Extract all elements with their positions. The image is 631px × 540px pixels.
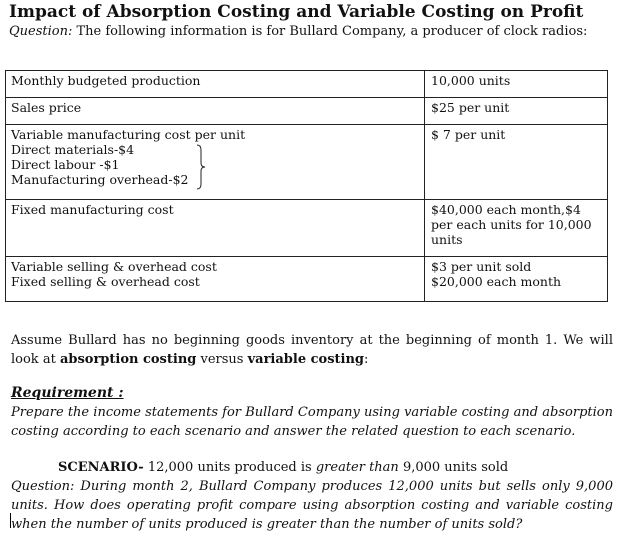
assume-bold: variable costing bbox=[247, 352, 365, 367]
cell-line: Variable manufacturing cost per unit bbox=[11, 127, 246, 142]
assumption-paragraph bbox=[11, 331, 613, 369]
row-label bbox=[6, 125, 425, 200]
question-text: The following information is for Bullard Company, a producer of clock radios: bbox=[72, 24, 588, 39]
row-value bbox=[425, 257, 608, 302]
scenario-question-label: Question: bbox=[11, 479, 75, 494]
cell-line: Manufacturing overhead-$2 bbox=[11, 172, 189, 187]
scenario-text: 12,000 units produced is bbox=[143, 460, 316, 475]
row-value bbox=[425, 200, 608, 257]
intro-question bbox=[9, 24, 587, 39]
text-cursor bbox=[10, 513, 11, 528]
row-value bbox=[425, 71, 608, 98]
cell-line: per each units for 10,000 bbox=[431, 217, 592, 232]
cell-line: Direct labour -$1 bbox=[11, 157, 120, 172]
requirement-body: Prepare the income statements for Bullard Company using variable costing and absorption costing according to each scenario and answer the related question to each scenario. bbox=[11, 405, 613, 439]
row-label bbox=[6, 98, 425, 125]
cost-info-table bbox=[5, 70, 608, 302]
question-label: Question: bbox=[9, 24, 73, 39]
scenario-heading bbox=[58, 458, 618, 477]
scenario-text: 9,000 units sold bbox=[398, 460, 509, 475]
assume-text: versus bbox=[196, 352, 248, 367]
cell-line: $25 per unit bbox=[431, 100, 510, 115]
row-label bbox=[6, 71, 425, 98]
cell-line: Sales price bbox=[11, 100, 82, 115]
table-row bbox=[6, 125, 608, 200]
cell-line: $3 per unit sold bbox=[431, 259, 532, 274]
cell-line: units bbox=[431, 232, 463, 247]
assume-bold: absorption costing bbox=[59, 352, 197, 367]
table-row bbox=[6, 200, 608, 257]
requirement-heading: Requirement : bbox=[11, 385, 124, 401]
assume-text: : bbox=[364, 352, 369, 367]
scenario-label: SCENARIO- bbox=[58, 460, 144, 475]
row-label bbox=[6, 257, 425, 302]
cell-line: $20,000 each month bbox=[431, 274, 562, 289]
cell-line: $40,000 each month,$4 bbox=[431, 202, 581, 217]
cell-line: Monthly budgeted production bbox=[11, 73, 201, 88]
scenario-question-text: During month 2, Bullard Company produces 12,000 units but sells only 9,000 units. How does operating profit compare using absorption costing and variable costing when the number of units produced is greater than the number of units sold? bbox=[11, 479, 613, 532]
table-row bbox=[6, 257, 608, 302]
cell-line: $ 7 per unit bbox=[431, 127, 506, 142]
row-label bbox=[6, 200, 425, 257]
table-row bbox=[6, 71, 608, 98]
cell-line: Direct materials-$4 bbox=[11, 142, 135, 157]
cell-line: Variable selling & overhead cost bbox=[11, 259, 217, 274]
page-title: Impact of Absorption Costing and Variable Costing on Profit bbox=[9, 2, 584, 22]
right-brace-icon bbox=[197, 144, 205, 190]
cell-line: Fixed selling & overhead cost bbox=[11, 274, 200, 289]
cell-line: 10,000 units bbox=[431, 73, 511, 88]
scenario-italic: greater than bbox=[315, 460, 399, 475]
cell-line: Fixed manufacturing cost bbox=[11, 202, 174, 217]
table-row bbox=[6, 98, 608, 125]
scenario-question bbox=[11, 477, 613, 534]
assume-text: Assume Bullard has no beginning goods inventory at the beginning of month 1. We will look at bbox=[11, 333, 613, 367]
row-value bbox=[425, 98, 608, 125]
row-value bbox=[425, 125, 608, 200]
